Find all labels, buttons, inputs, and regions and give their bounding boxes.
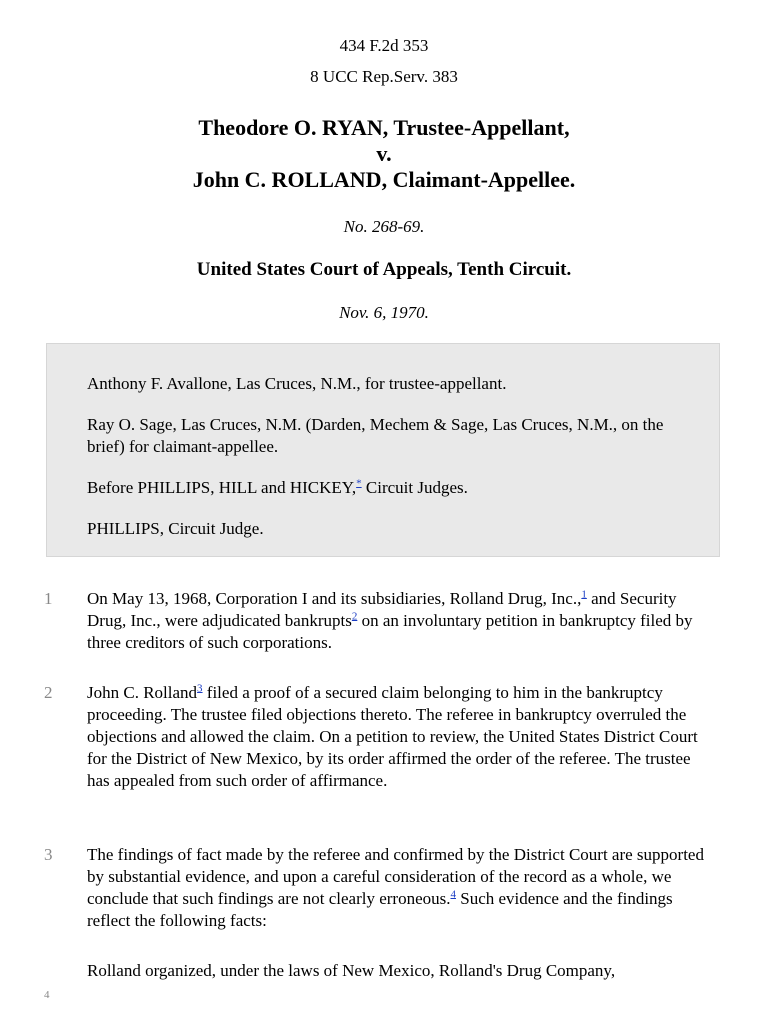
paragraph-4-text: Rolland organized, under the laws of New Mexico, Rolland's Drug Company, <box>87 961 616 980</box>
counsel-appellant: Anthony F. Avallone, Las Cruces, N.M., for trustee-appellant. <box>87 374 507 393</box>
paragraph-3 <box>87 844 712 932</box>
footnote-link-2[interactable]: 2 <box>351 610 358 623</box>
paragraph-number-1: 1 <box>44 589 53 608</box>
case-title-appellant: Theodore O. RYAN, Trustee-Appellant, <box>198 115 570 140</box>
paragraph-1 <box>87 588 712 654</box>
footnote-link-star[interactable]: * <box>356 477 362 490</box>
paragraph-1-text-3: on an involuntary petition in bankruptcy filed by three creditors of such corporations. <box>87 611 693 652</box>
footnote-link-1[interactable]: 1 <box>581 588 587 601</box>
footnote-link-3[interactable]: 3 <box>197 682 203 695</box>
panel-judges-suffix: Circuit Judges. <box>361 478 468 497</box>
counsel-box <box>46 343 720 557</box>
paragraph-3-text-2: Such evidence and the findings reflect the following facts: <box>87 889 673 930</box>
case-title-appellee: John C. ROLLAND, Claimant-Appellee. <box>192 167 576 192</box>
citation-reporter: 434 F.2d 353 <box>339 36 429 55</box>
panel-judges <box>87 477 687 499</box>
paragraph-3-text: The findings of fact made by the referee and confirmed by the District Court are supported by substantial evidence, and upon a careful consideration of the record as a whole, we conclude that such findings are not clearly erroneous. <box>87 845 704 908</box>
paragraph-2-text: John C. Rolland <box>87 683 198 702</box>
paragraph-number-3: 3 <box>44 845 53 864</box>
paragraph-number-4: 4 <box>44 989 50 1001</box>
docket-number: No. 268-69. <box>343 217 425 236</box>
opinion-author: PHILLIPS, Circuit Judge. <box>87 519 264 538</box>
citation-ucc: 8 UCC Rep.Serv. 383 <box>310 67 458 86</box>
paragraph-number-2: 2 <box>44 683 53 702</box>
paragraph-4 <box>87 960 712 982</box>
decision-date: Nov. 6, 1970. <box>339 303 429 322</box>
panel-judges-text: Before PHILLIPS, HILL and HICKEY, <box>87 478 357 497</box>
paragraph-2-text-2: filed a proof of a secured claim belonging to him in the bankruptcy proceeding. The trustee filed objections thereto. The referee in bankruptcy overruled the objections and allowed the claim. On a petition to review, the United States District Court for the District of New Mexico, by its order affirmed the order of the referee. The trustee has appealed from such order of affirmance. <box>87 683 698 790</box>
paragraph-1-text: On May 13, 1968, Corporation I and its subsidiaries, Rolland Drug, Inc., <box>87 589 582 608</box>
footnote-link-4[interactable]: 4 <box>450 888 456 901</box>
paragraph-1-text-2: and Security Drug, Inc., were adjudicated bankrupts <box>87 589 677 630</box>
paragraph-2 <box>87 682 712 792</box>
counsel-appellee: Ray O. Sage, Las Cruces, N.M. (Darden, Mechem & Sage, Las Cruces, N.M., on the brief) for claimant-appellee. <box>87 415 664 456</box>
case-title-versus: v. <box>376 141 392 166</box>
court-name: United States Court of Appeals, Tenth Circuit. <box>196 259 572 280</box>
